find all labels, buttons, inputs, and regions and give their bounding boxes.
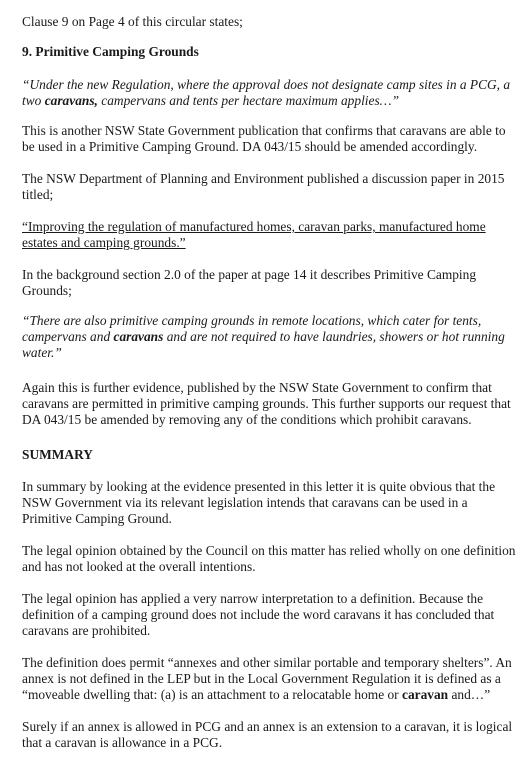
quote-paragraph-2	[22, 313, 516, 361]
quote-1-text-after: campervans and tents per hectare maximum applies…”	[97, 93, 400, 108]
paragraph-1: This is another NSW State Government publication that confirms that caravans are able to be used in a Primitive Camping Ground. DA 043/15 should be amended accordingly.	[22, 123, 506, 154]
quote-paragraph-1	[22, 77, 516, 109]
summary-4-text-after: and…”	[448, 687, 491, 702]
quote-1-text-before: “Under the new Regulation, where the approval does not designate camp sites in a PCG, a two	[22, 77, 511, 108]
paragraph-4: Again this is further evidence, published by the NSW State Government to confirm that caravans are permitted in primitive camping grounds. This further supports our request that DA 043/15 be amended by removing any of the conditions which prohibit caravans.	[22, 380, 511, 427]
section-heading: 9. Primitive Camping Grounds	[22, 44, 199, 59]
quote-1-bold: caravans,	[44, 93, 98, 108]
summary-paragraph-5: Surely if an annex is allowed in PCG and an annex is an extension to a caravan, it is logical that a caravan is allowance in a PCG.	[22, 719, 513, 750]
summary-heading: SUMMARY	[22, 447, 93, 462]
quote-2-text-after: and are not required to have laundries, showers or hot running water.”	[22, 329, 505, 360]
paragraph-2: The NSW Department of Planning and Environment published a discussion paper in 2015 titled;	[22, 171, 505, 202]
summary-4-text-before: The definition does permit “annexes and other similar portable and temporary shelters”. An annex is not defined in the LEP but in the Local Government Regulation it is defined as a “moveable dwelling that: (a) is an attachment to a relocatable home or	[22, 655, 512, 702]
summary-paragraph-4	[22, 655, 516, 703]
quote-2-bold: caravans	[113, 329, 164, 344]
summary-paragraph-1: In summary by looking at the evidence presented in this letter it is quite obvious that the NSW Government via its relevant legislation intends that caravans can be used in a Primitive Camping Ground.	[22, 479, 496, 526]
summary-paragraph-3: The legal opinion has applied a very narrow interpretation to a definition. Because the definition of a camping ground does not include the word caravans it has concluded that caravans are prohibited.	[22, 591, 495, 638]
summary-paragraph-2: The legal opinion obtained by the Council on this matter has relied wholly on one definition and has not looked at the overall intentions.	[22, 543, 516, 574]
paragraph-3: In the background section 2.0 of the paper at page 14 it describes Primitive Camping Grounds;	[22, 267, 477, 298]
quote-2-text-before: “There are also primitive camping grounds in remote locations, which cater for tents, campervans and	[22, 313, 482, 344]
summary-4-bold: caravan	[402, 687, 449, 702]
paper-title: “Improving the regulation of manufactured homes, caravan parks, manufactured home estates and camping grounds.”	[22, 219, 486, 250]
intro-line: Clause 9 on Page 4 of this circular states;	[22, 14, 243, 29]
